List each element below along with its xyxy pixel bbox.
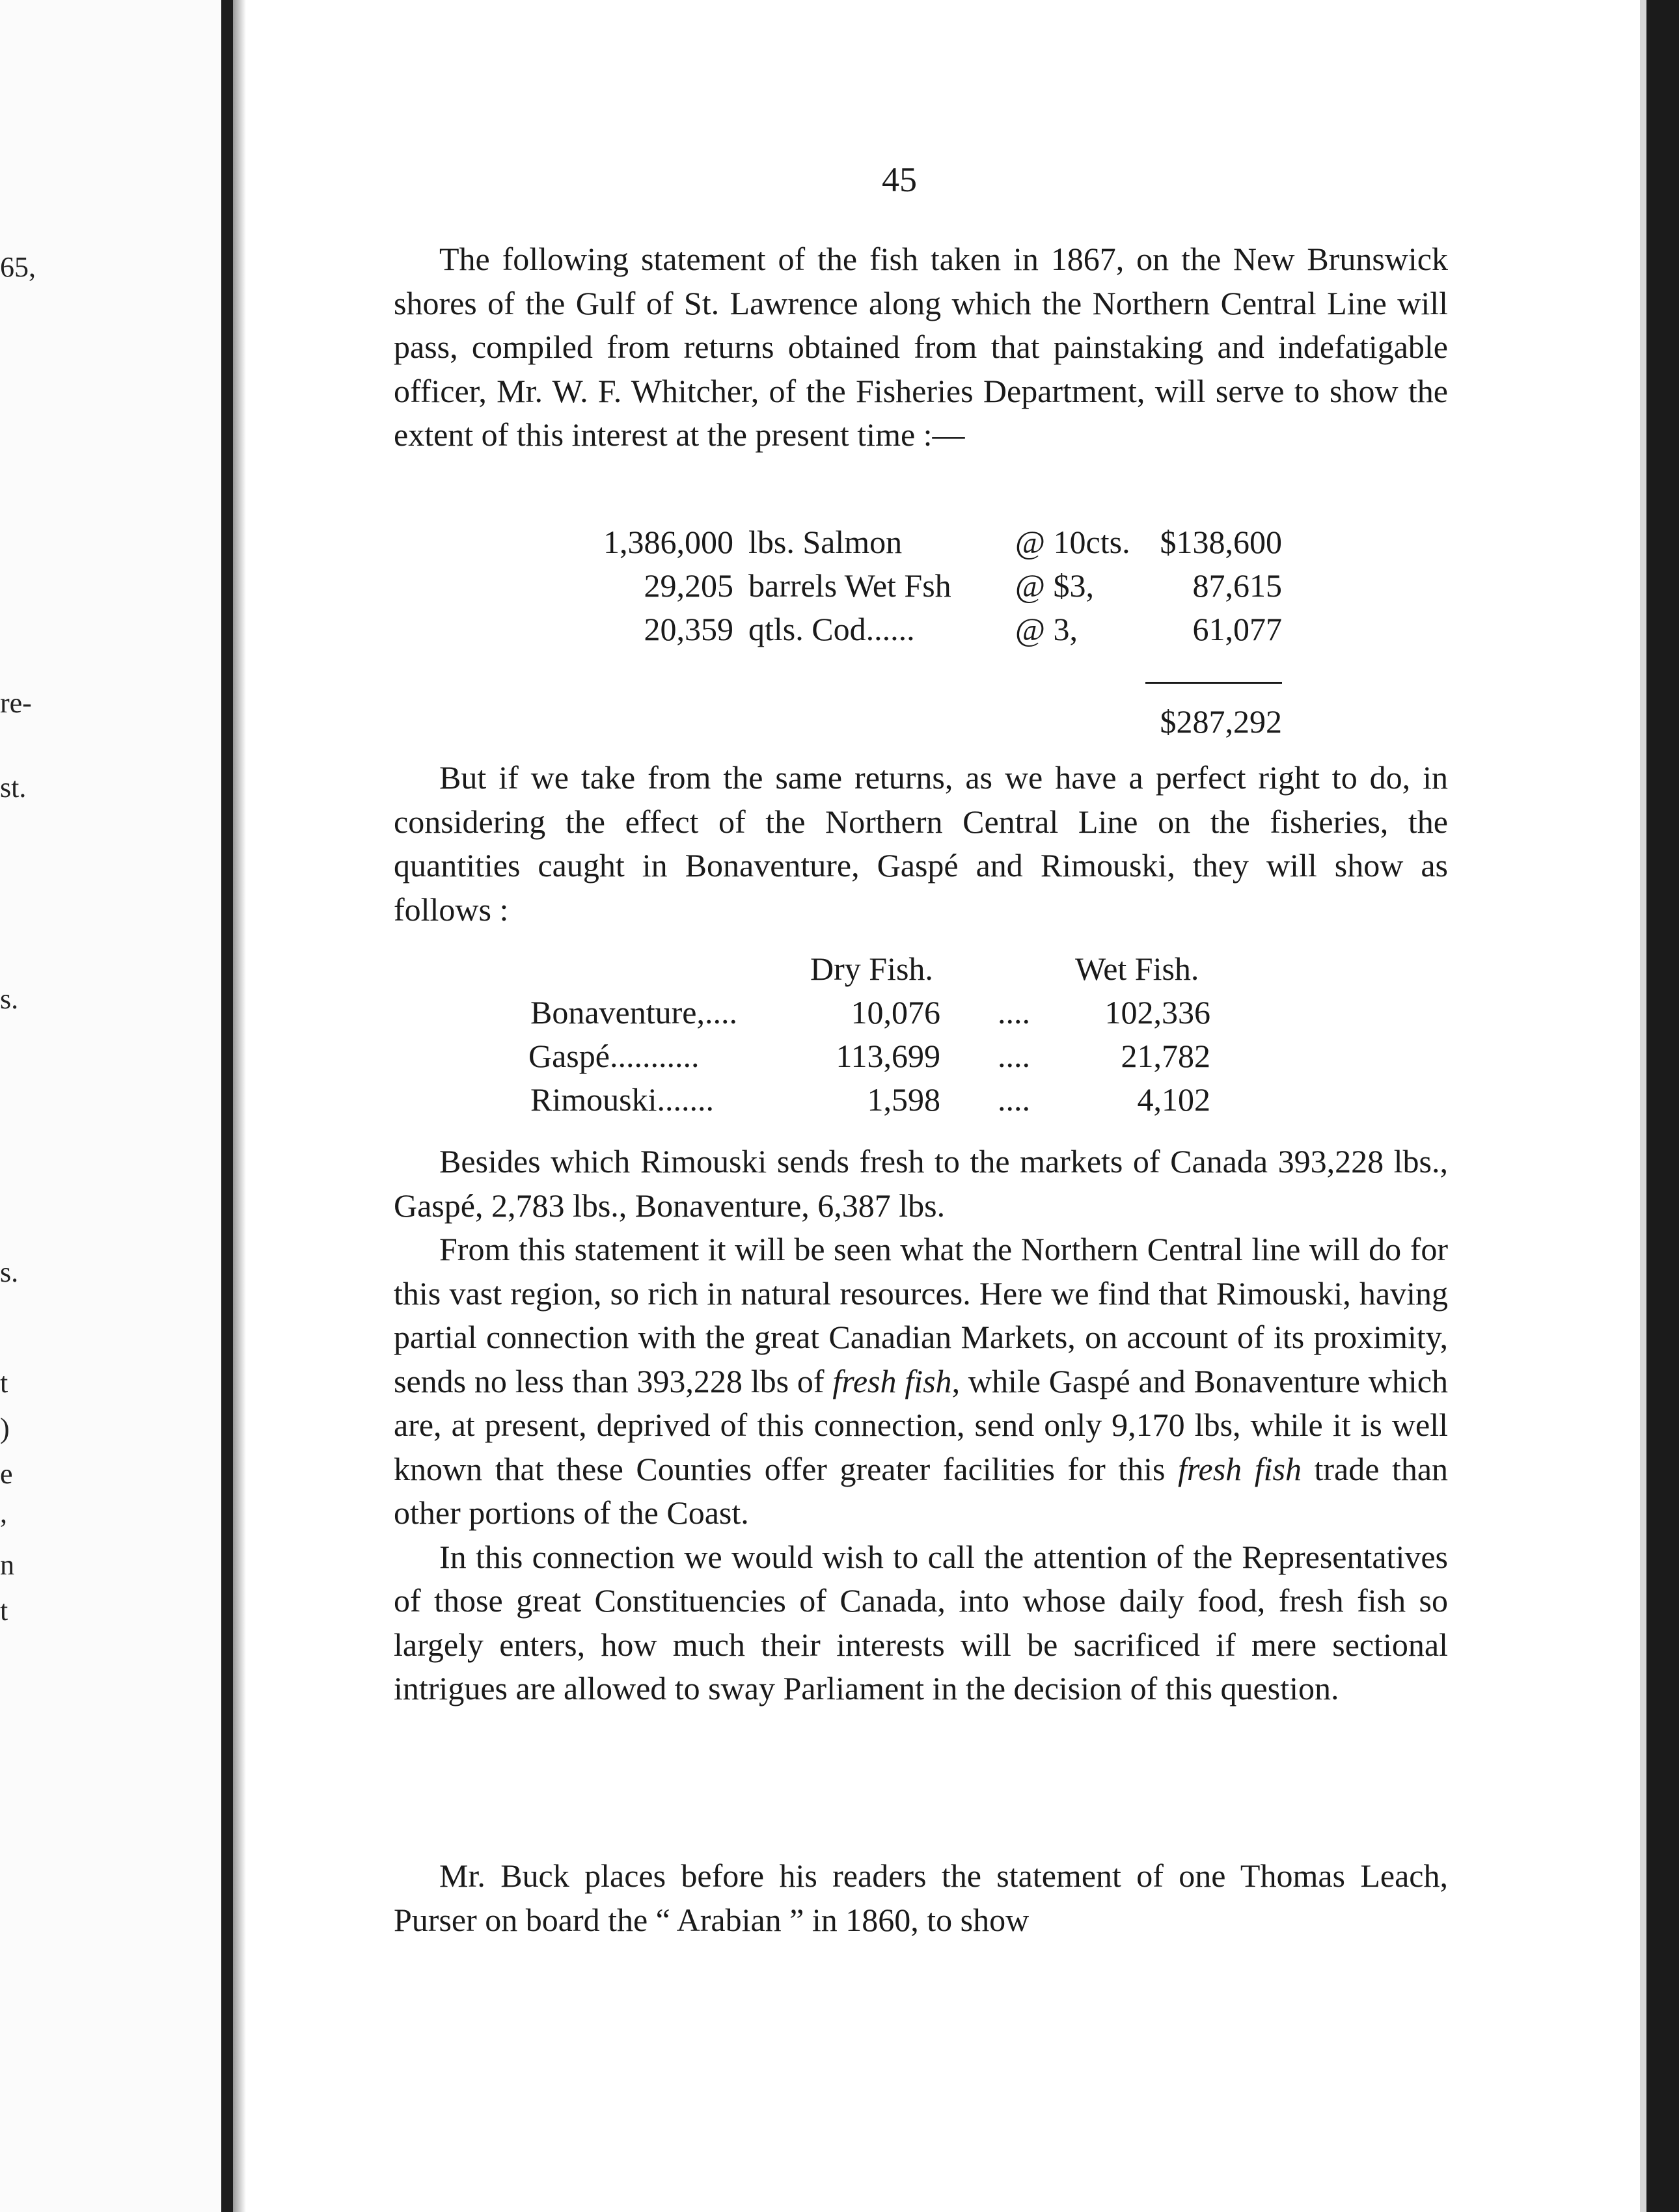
margin-fragment: ) [0,1412,10,1444]
catch-value: 87,615 [1192,567,1282,604]
margin-fragment: re- [0,687,32,719]
margin-fragment: n [0,1549,14,1581]
catch-rate: @ $3, [1015,567,1095,604]
body-text-block [394,1140,1448,1711]
paragraph-text: Mr. Buck places before his readers the statement of one Thomas Leach, Purser on board the “ Arabian ” in 1860, to show [394,1857,1448,1938]
catch-unit: qtls. Cod...... [748,611,915,647]
margin-fragment: st. [0,772,27,803]
catch-table [0,520,1679,651]
table-header-row [0,947,1679,991]
table-row [0,520,1679,564]
county-name: Bonaventure,.... [530,994,737,1031]
margin-fragment: , [0,1497,7,1529]
catch-total: $287,292 [1160,703,1282,740]
paragraph-fresh-fish-markets: Besides which Rimouski sends fresh to the markets of Canada 393,228 lbs., Gaspé, 2,783 lbs., Bonaventure, 6,387 lbs. [394,1143,1448,1224]
paragraph-text: trade than other portions of the Coast. [394,1450,1449,1531]
margin-fragment: s. [0,983,19,1015]
dry-fish-value: 10,076 [851,994,940,1031]
margin-fragment: 65, [0,251,36,283]
table-row [0,608,1679,651]
wet-fish-value: 21,782 [1121,1038,1210,1074]
paragraph-text: From this statement it will be seen what the Northern Central line will do for this vast region, so rich in natural resources. Here we find that Rimouski, having partial connection with the great Canadian Markets, on account of its proximity, sends no less than 393,228 lbs of [394,1231,1448,1399]
catch-unit: barrels Wet Fsh [748,567,951,604]
catch-quantity: 29,205 [644,567,733,604]
dry-fish-value: 1,598 [867,1081,940,1118]
margin-fragment: t [0,1367,8,1399]
table-row [0,991,1679,1034]
catch-value: $138,600 [1160,524,1282,560]
county-name: Rimouski....... [530,1081,714,1118]
paragraph-northern-central [394,1228,1448,1535]
county-table [0,947,1679,1122]
dry-fish-value: 113,699 [836,1038,940,1074]
column-header-dry-fish: Dry Fish. [810,951,933,987]
paragraph-representatives: In this connection we would wish to call the attention of the Representatives of those great Constituencies of Canada, into whose daily food, fresh fish so largely enters, how much their interests will be sacrificed if mere sectional intrigues are allowed to sway Parliament in the decision of this question. [394,1538,1448,1706]
page-number: 45 [882,160,917,199]
paragraph-text: , while Gaspé and Bonaventure which are, at present, deprived of this connection, send only 9,170 lbs, while it is well known that these Counties offer greater facilities for this [394,1362,1448,1487]
catch-rate: @ 3, [1015,611,1078,647]
sum-rule [1145,682,1282,684]
margin-fragment: e [0,1458,13,1490]
table-row [0,564,1679,608]
paragraph-fish-statement [394,237,1448,457]
catch-rate: @ 10cts. [1015,524,1130,560]
table-row [0,1078,1679,1122]
catch-quantity: 1,386,000 [603,524,733,560]
leader-dots: .... [998,994,1030,1031]
catch-quantity: 20,359 [644,611,733,647]
italic-fresh-fish: fresh fish [832,1362,952,1399]
column-header-wet-fish: Wet Fish. [1075,951,1199,987]
county-name: Gaspé........... [528,1038,700,1074]
catch-unit: lbs. Salmon [748,524,903,560]
paragraph-counties [394,756,1448,932]
paragraph-mr-buck [394,1854,1448,1942]
paragraph-text: The following statement of the fish taken in 1867, on the New Brunswick shores of the Gulf of St. Lawrence along which the Northern Central Line will pass, compiled from returns obtained from that painstaking and indefatigable officer, Mr. W. F. Whitcher, of the Fisheries Department, will serve to show the extent of this interest at the present time :— [394,241,1448,453]
wet-fish-value: 4,102 [1137,1081,1210,1118]
wet-fish-value: 102,336 [1104,994,1210,1031]
italic-fresh-fish: fresh fish [1178,1450,1302,1487]
margin-fragment: t [0,1595,8,1626]
table-row [0,1034,1679,1078]
margin-fragment: s. [0,1256,19,1288]
leader-dots: .... [998,1038,1030,1074]
leader-dots: .... [998,1081,1030,1118]
paragraph-text: But if we take from the same returns, as we have a perfect right to do, in considering the effect of the Northern Central Line on the fisheries, the quantities caught in Bonaventure, Gaspé and Rimouski, they will show as follows : [394,759,1448,928]
catch-value: 61,077 [1192,611,1282,647]
